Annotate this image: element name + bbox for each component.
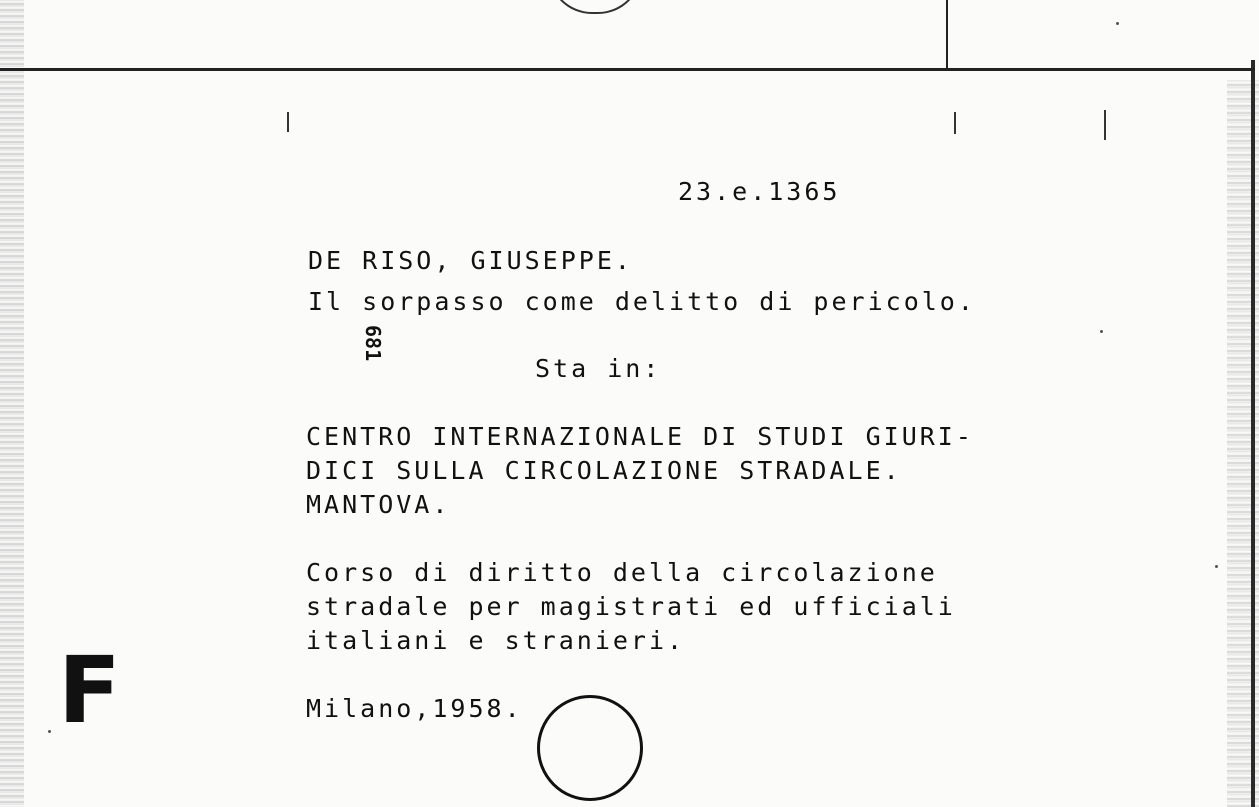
course-line-2: stradale per magistrati ed ufficiali — [306, 592, 956, 621]
course-line-3: italiani e stranieri. — [306, 626, 686, 655]
host-line-3: MANTOVA. — [306, 490, 451, 519]
letter-mark: F — [58, 637, 121, 744]
scan-edge-left — [0, 0, 24, 807]
course-line-1: Corso di diritto della circolazione — [306, 558, 938, 587]
call-number: 23.e.1365 — [678, 177, 841, 206]
speck — [48, 730, 51, 733]
host-line-1: CENTRO INTERNAZIONALE DI STUDI GIURI- — [306, 422, 974, 451]
card-top-border — [0, 68, 1255, 71]
punch-hole-top — [548, 0, 642, 14]
punch-hole-bottom — [537, 695, 643, 801]
imprint-line: Milano,1958. — [306, 694, 523, 723]
tick-mark — [1104, 110, 1106, 140]
card-right-border — [1251, 60, 1255, 807]
card-top-divider — [946, 0, 948, 70]
author-heading: DE RISO, GIUSEPPE. — [308, 246, 633, 275]
speck — [1215, 565, 1218, 568]
title-line: Il sorpasso come delitto di pericolo. — [308, 287, 976, 316]
tick-mark — [287, 112, 289, 132]
speck — [1100, 330, 1103, 333]
in-label: Sta in: — [535, 354, 662, 383]
margin-number: 681 — [361, 325, 385, 362]
speck — [1116, 22, 1119, 25]
tick-mark — [954, 112, 956, 134]
host-line-2: DICI SULLA CIRCOLAZIONE STRADALE. — [306, 456, 902, 485]
